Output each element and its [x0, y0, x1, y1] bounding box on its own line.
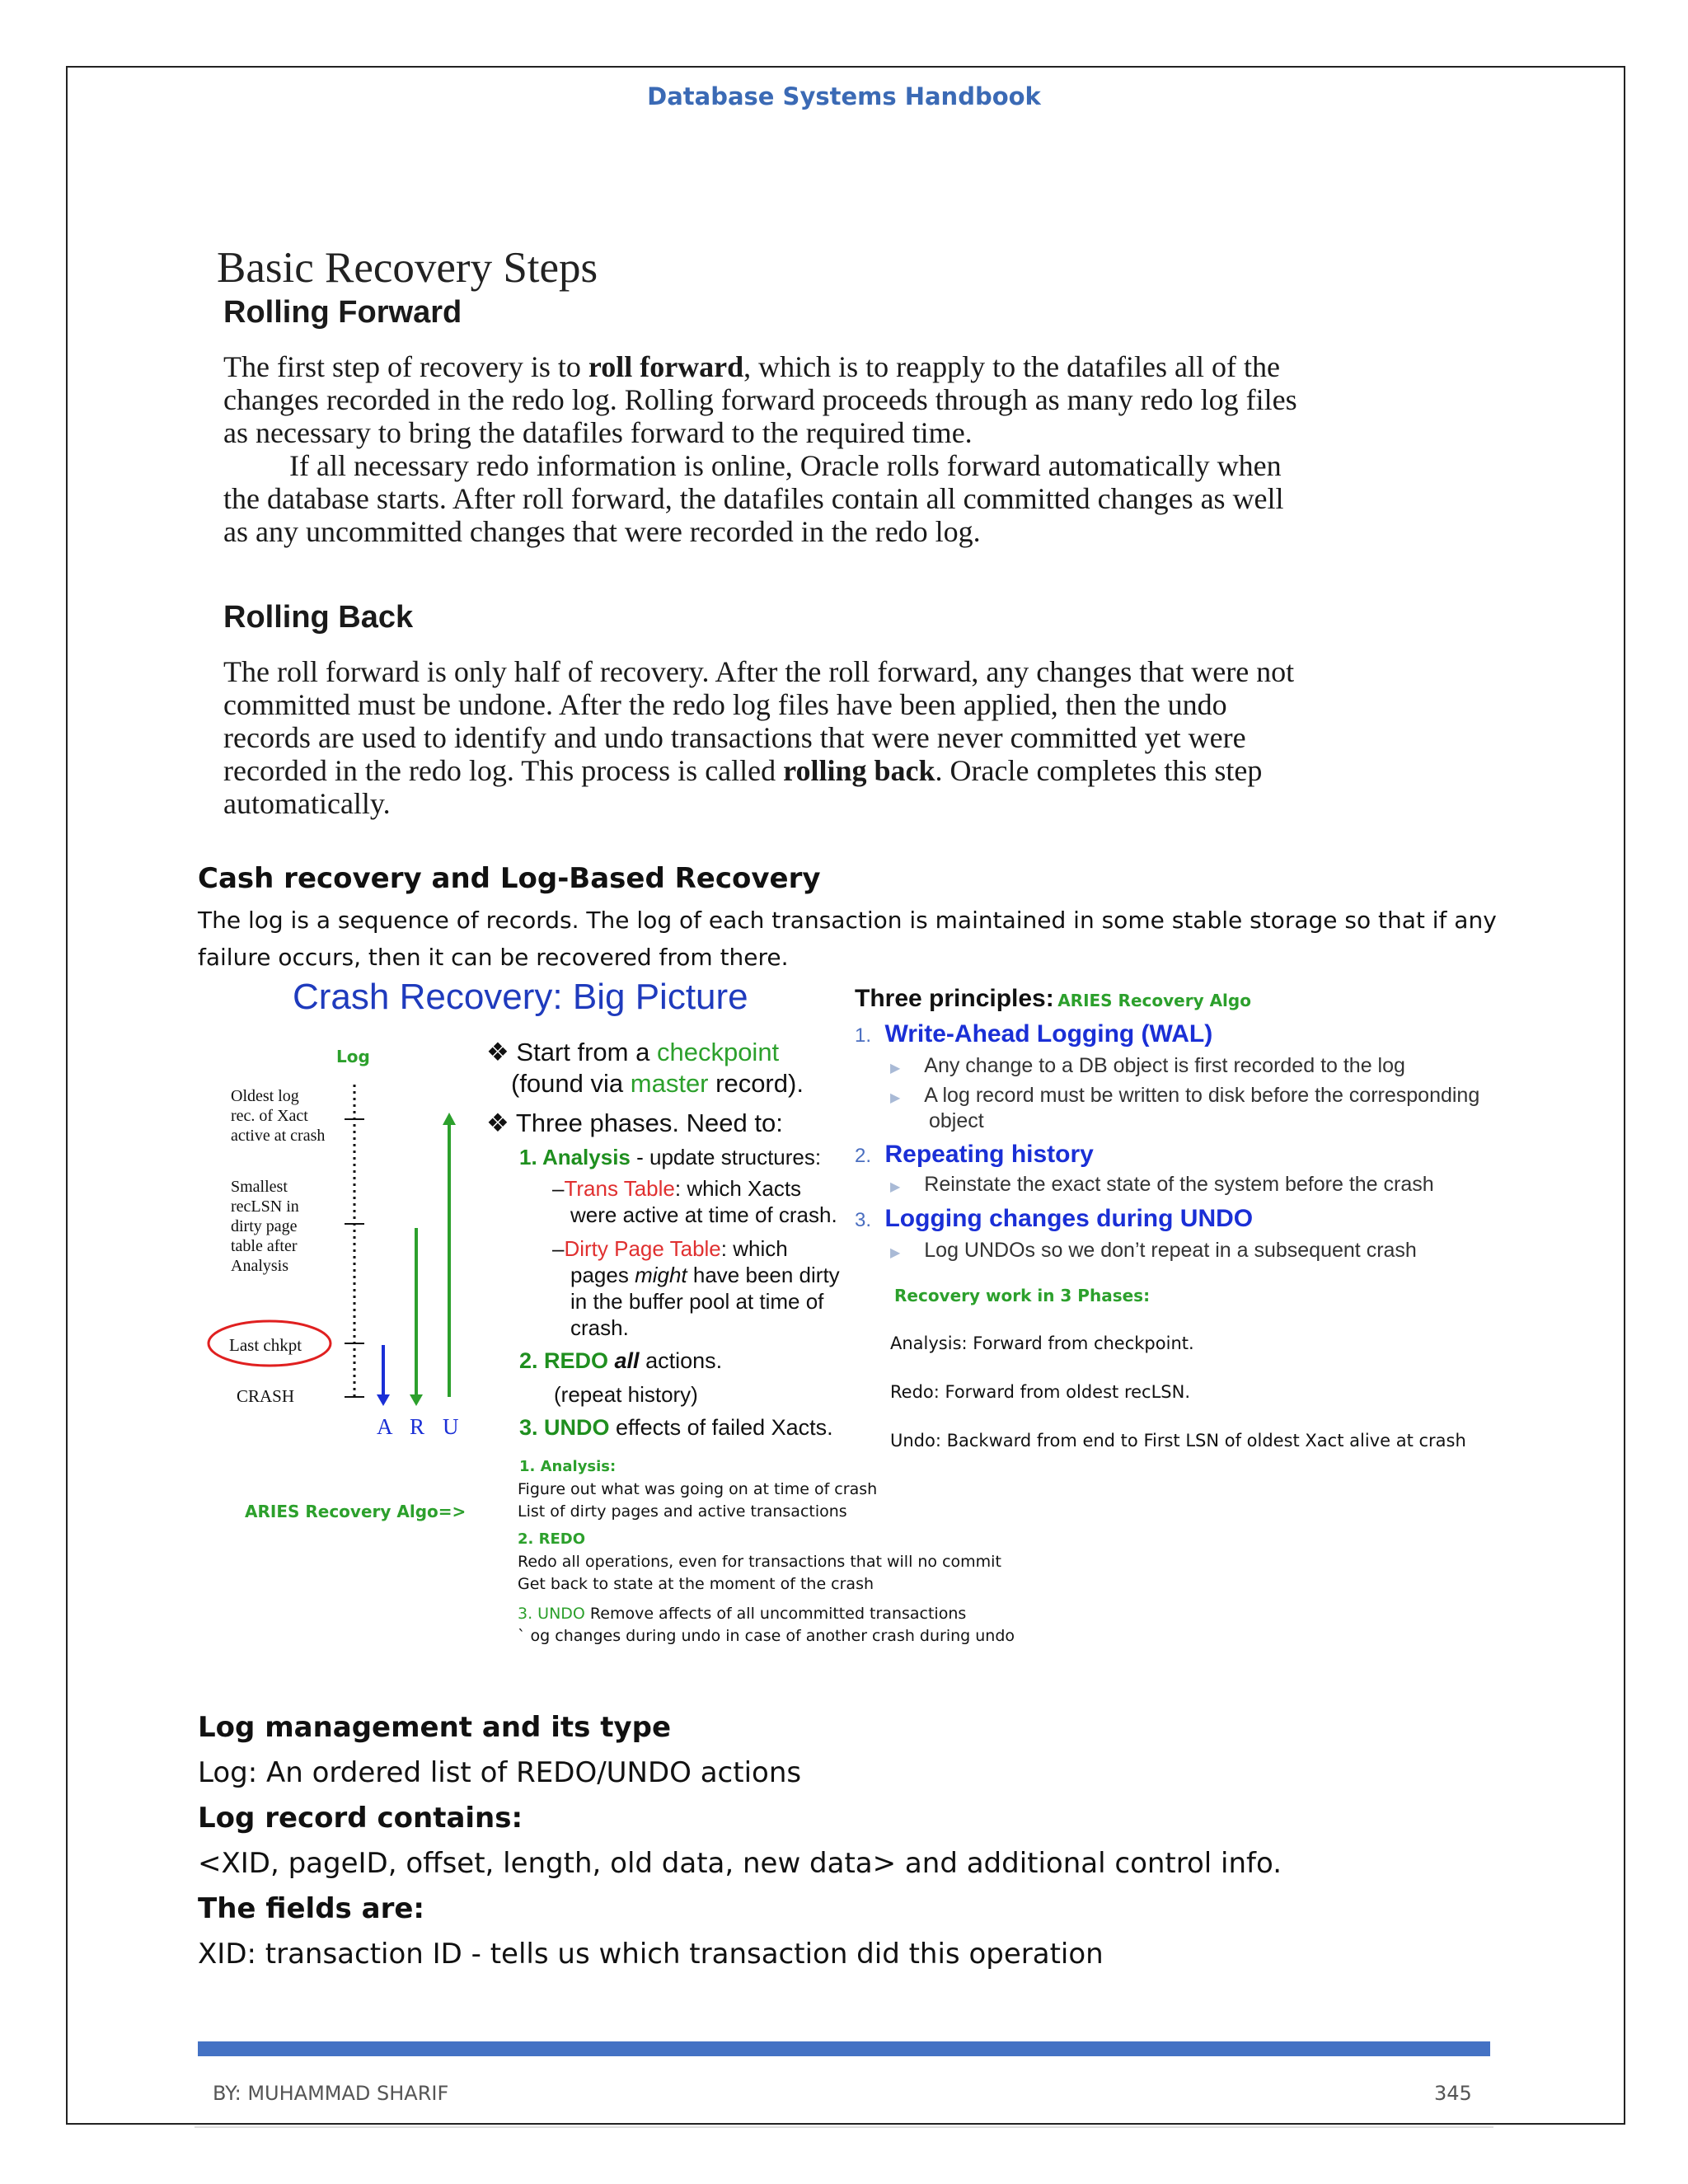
cash-line-1: The log is a sequence of records. The log of each transaction is maintained in some stable storage so that if any [198, 907, 1497, 934]
recovery-title: Basic Recovery Steps [217, 244, 598, 292]
dirty-table-line-3: in the buffer pool at time of [570, 1289, 824, 1314]
phase-analysis: Analysis: Forward from checkpoint. [890, 1333, 1194, 1353]
smallest-reclsn-label: Smallest recLSN in dirty page table after Analysis [231, 1178, 299, 1275]
trans-table-line-2: were active at time of crash. [570, 1202, 837, 1227]
dirty-table-line: –Dirty Page Table: which [552, 1236, 788, 1261]
note-redo-1: Redo all operations, even for transactions that will no commit [518, 1553, 1001, 1571]
note-analysis-1: Figure out what was going on at time of crash [518, 1480, 878, 1498]
rolling-back-paragraph: The roll forward is only half of recovery. After the roll forward, any changes that were not committed must be undone. After the redo log files have been applied, then the undo records are used to identify and undo transactions that were never committed yet were recorded in the redo log. This process is called rolling back. Oracle completes this step automatically. [223, 655, 1295, 820]
bullet-three-phases: ❖ Three phases. Need to: [486, 1108, 783, 1137]
principle-1: 1. Write-Ahead Logging (WAL) [855, 1020, 1213, 1047]
crash-recovery-title: Crash Recovery: Big Picture [293, 977, 748, 1017]
aru-label-a: A [377, 1414, 393, 1439]
note-analysis-2: List of dirty pages and active transactions [518, 1502, 847, 1521]
log-record-heading: Log record contains: [198, 1802, 523, 1835]
principle-3-sub-1: ▶ Log UNDOs so we don’t repeat in a subsequent crash [890, 1239, 1417, 1262]
principle-1-sub-1: ▶ Any change to a DB object is first recorded to the log [890, 1054, 1405, 1077]
principle-2-sub-1: ▶ Reinstate the exact state of the system before the crash [890, 1173, 1434, 1196]
bottom-rule [195, 2126, 1493, 2128]
bullet-master-record: (found via master record). [511, 1069, 804, 1098]
principle-2: 2. Repeating history [855, 1141, 1094, 1168]
cash-recovery-heading: Cash recovery and Log-Based Recovery [198, 862, 821, 895]
rolling-forward-heading: Rolling Forward [223, 295, 462, 330]
page-header: Database Systems Handbook [647, 82, 1041, 110]
phase-undo: Undo: Backward from end to First LSN of oldest Xact alive at crash [890, 1431, 1466, 1451]
aru-label-u: U [443, 1414, 459, 1439]
triangle-bullet-icon: ▶ [890, 1062, 901, 1076]
redo-line-2: (repeat history) [554, 1382, 698, 1407]
rolling-back-heading: Rolling Back [223, 600, 414, 635]
undo-line: 3. UNDO effects of failed Xacts. [519, 1415, 833, 1440]
phase-redo: Redo: Forward from oldest recLSN. [890, 1382, 1191, 1402]
crash-label: CRASH [237, 1386, 295, 1406]
diamond-icon: ❖ [486, 1108, 509, 1137]
log-management-heading: Log management and its type [198, 1711, 672, 1744]
footer-author: BY: MUHAMMAD SHARIF [213, 2082, 449, 2105]
rolling-forward-paragraph: The first step of recovery is to roll forward, which is to reapply to the datafiles all of the changes recorded in the redo log. Rolling forward proceeds through as many redo log files as necessary to bring the datafiles forward to the required time. If all necessary redo information is online, Oracle rolls forward automatically when the database starts. After roll forward, the datafiles contain all committed changes as well as any uncommitted changes that were recorded in the redo log. [223, 350, 1297, 548]
log-definition-line: Log: An ordered list of REDO/UNDO actions [198, 1756, 802, 1789]
phases-heading: Recovery work in 3 Phases: [894, 1286, 1151, 1305]
aru-label-r: R [410, 1414, 425, 1439]
triangle-bullet-icon: ▶ [890, 1246, 901, 1260]
triangle-bullet-icon: ▶ [890, 1091, 901, 1105]
note-undo-1: 3. UNDO Remove affects of all uncommitted transactions [518, 1605, 967, 1623]
principles-title: Three principles: ARIES Recovery Algo [855, 985, 1251, 1012]
note-redo-head: 2. REDO [518, 1530, 586, 1548]
note-redo-2: Get back to state at the moment of the crash [518, 1575, 874, 1593]
note-undo-2: ` og changes during undo in case of another crash during undo [518, 1627, 1015, 1645]
footer-bar [198, 2041, 1490, 2056]
aries-left-label: ARIES Recovery Algo=> [245, 1502, 467, 1521]
page-number: 345 [1434, 2082, 1472, 2105]
redo-arrowhead [410, 1394, 423, 1406]
undo-arrowhead [443, 1113, 456, 1125]
principle-1-sub-2: ▶ A log record must be written to disk before the corresponding [890, 1084, 1480, 1107]
trans-table-line: –Trans Table: which Xacts [552, 1176, 802, 1201]
bullet-checkpoint: ❖ Start from a checkpoint [486, 1038, 780, 1066]
oldest-log-label: Oldest log rec. of Xact active at crash [231, 1087, 326, 1145]
note-analysis-head: 1. Analysis: [519, 1458, 617, 1475]
redo-line: 2. REDO all actions. [519, 1348, 723, 1373]
triangle-bullet-icon: ▶ [890, 1180, 901, 1194]
log-record-line: <XID, pageID, offset, length, old data, new data> and additional control info. [198, 1847, 1282, 1880]
diamond-icon: ❖ [486, 1038, 509, 1066]
last-chkpt-label: Last chkpt [229, 1335, 302, 1355]
dirty-table-line-2: pages might have been dirty [570, 1263, 840, 1287]
xid-line: XID: transaction ID - tells us which transaction did this operation [198, 1938, 1104, 1971]
analysis-arrowhead [377, 1394, 390, 1406]
analysis-line: 1. Analysis - update structures: [519, 1145, 822, 1169]
principle-3: 3. Logging changes during UNDO [855, 1205, 1254, 1232]
dirty-table-line-4: crash. [570, 1315, 629, 1340]
log-label: Log [336, 1047, 370, 1066]
cash-line-2: failure occurs, then it can be recovered from there. [198, 944, 789, 971]
principle-1-sub-3: object [929, 1109, 984, 1132]
fields-heading: The fields are: [198, 1892, 424, 1925]
